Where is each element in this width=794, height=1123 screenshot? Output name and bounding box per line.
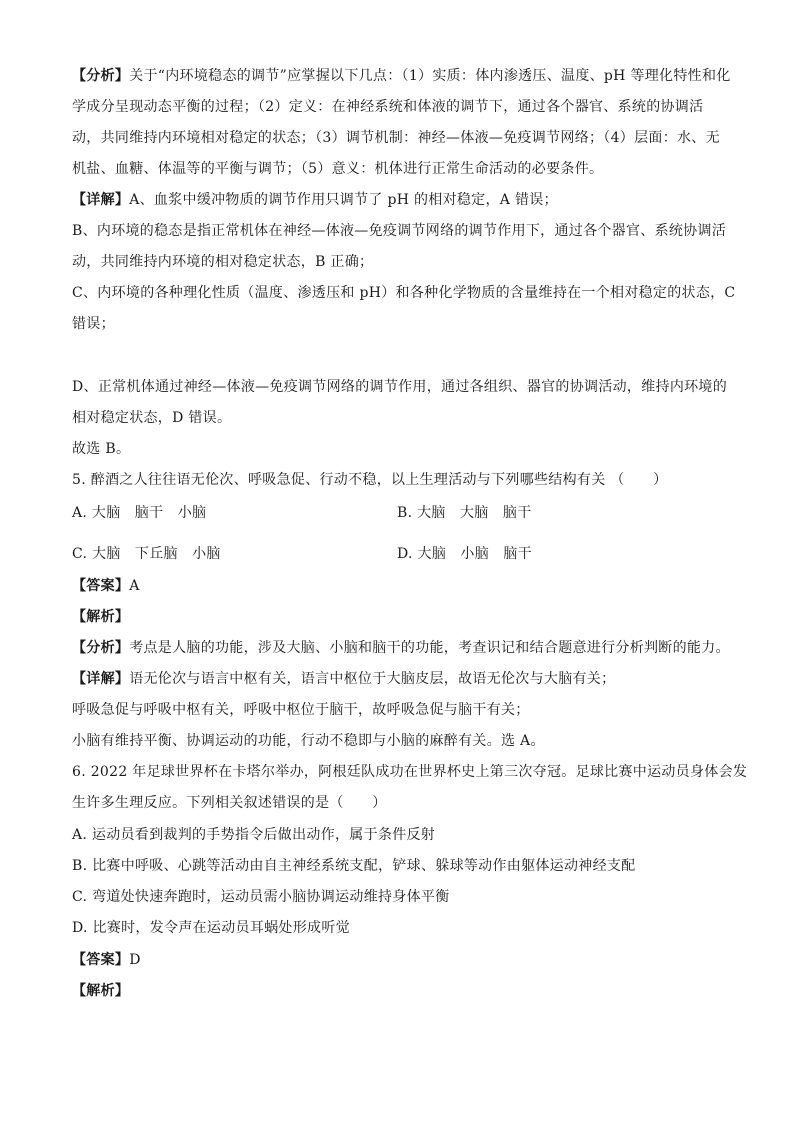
- question-6-option-d: D. 比赛时，发令声在运动员耳蜗处形成听觉: [72, 920, 350, 936]
- detail-label: 【详解】: [72, 192, 130, 208]
- fenxi-text: 考点是人脑的功能，涉及大脑、小脑和脑干的功能，考查识记和结合题意进行分析判断的能力。: [129, 640, 730, 656]
- answer-label: 【答案】: [72, 952, 130, 968]
- detail-line-2: B、内环境的稳态是指正常机体在神经—体液—免疫调节网络的调节作用下，通过各个器官、系统协调活: [72, 223, 727, 239]
- analysis-text: 关于“内环境稳态的调节”应掌握以下几点：（1）实质：体内渗透压、温度、pH 等理化特性和化: [129, 68, 731, 84]
- detail-label: 【详解】: [72, 671, 130, 687]
- fenxi-label: 【分析】: [72, 640, 130, 656]
- question-6-stem-2: 生许多生理反应。下列相关叙述错误的是（ ）: [72, 795, 387, 811]
- detail-line-5: 错误；: [72, 316, 115, 332]
- analysis-line-1: [72, 66, 731, 86]
- detail-line-1: [72, 190, 558, 210]
- question-5-stem: 5. 醉酒之人往往语无伦次、呼吸急促、行动不稳，以上生理活动与下列哪些结构有关 （ ）: [72, 472, 668, 488]
- answer-value: D: [129, 952, 141, 968]
- detail-line-6: D、正常机体通过神经—体液—免疫调节网络的调节作用，通过各组织、器官的协调活动，维持内环境的: [72, 379, 728, 395]
- question-6-analysis-heading: [72, 981, 129, 1001]
- question-6-answer: [72, 950, 141, 970]
- analysis-heading-label: 【解析】: [72, 609, 130, 625]
- detail-line-4: C、内环境的各种理化性质（温度、渗透压和 pH）和各种化学物质的含量维持在一个相对稳定的状态，C: [72, 285, 736, 301]
- question-6-option-a: A. 运动员看到裁判的手势指令后做出动作，属于条件反射: [72, 827, 436, 843]
- question-5-detail-1: [72, 669, 615, 689]
- answer-value: A: [129, 578, 140, 594]
- detail-text: A、血浆中缓冲物质的调节作用只调节了 pH 的相对稳定，A 错误；: [129, 192, 558, 208]
- detail-line-3: 动，共同维持内环境的相对稳定状态，B 正确；: [72, 254, 374, 270]
- question-5-option-a: A. 大脑 脑干 小脑: [72, 505, 207, 521]
- question-5-analysis-heading: [72, 607, 129, 627]
- question-6-option-c: C. 弯道处快速奔跑时，运动员需小脑协调运动维持身体平衡: [72, 889, 450, 905]
- analysis-label: 【分析】: [72, 68, 130, 84]
- question-5-option-c: C. 大脑 下丘脑 小脑: [72, 546, 221, 562]
- question-5-option-d: D. 大脑 小脑 脑干: [397, 546, 532, 562]
- question-6-option-b: B. 比赛中呼吸、心跳等活动由自主神经系统支配，铲球、躲球等动作由躯体运动神经支配: [72, 858, 636, 874]
- question-5-fenxi: [72, 638, 730, 658]
- analysis-heading-label: 【解析】: [72, 983, 130, 999]
- analysis-line-3: 动，共同维持内环境相对稳定的状态；（3）调节机制：神经—体液—免疫调节网络；（4）层面：水、无: [72, 130, 720, 146]
- answer-label: 【答案】: [72, 578, 130, 594]
- question-6-stem-1: 6. 2022 年足球世界杯在卡塔尔举办，阿根廷队成功在世界杯史上第三次夺冠。足球比赛中运动员身体会发: [72, 764, 748, 780]
- detail-line-7: 相对稳定状态，D 错误。: [72, 410, 232, 426]
- detail-text: 语无伦次与语言中枢有关，语言中枢位于大脑皮层，故语无伦次与大脑有关；: [129, 671, 616, 687]
- question-5-option-b: B. 大脑 大脑 脑干: [397, 505, 532, 521]
- detail-line-8: 故选 B。: [72, 441, 131, 457]
- question-5-detail-2: 呼吸急促与呼吸中枢有关，呼吸中枢位于脑干，故呼吸急促与脑干有关；: [72, 702, 530, 718]
- question-5-detail-3: 小脑有维持平衡、协调运动的功能，行动不稳即与小脑的麻醉有关。选 A。: [72, 733, 545, 749]
- analysis-line-4: 机盐、血糖、体温等的平衡与调节；（5）意义：机体进行正常生命活动的必要条件。: [72, 161, 604, 177]
- question-5-answer: [72, 576, 140, 596]
- analysis-line-2: 学成分呈现动态平衡的过程；（2）定义：在神经系统和体液的调节下，通过各个器官、系统的协调活: [72, 99, 704, 115]
